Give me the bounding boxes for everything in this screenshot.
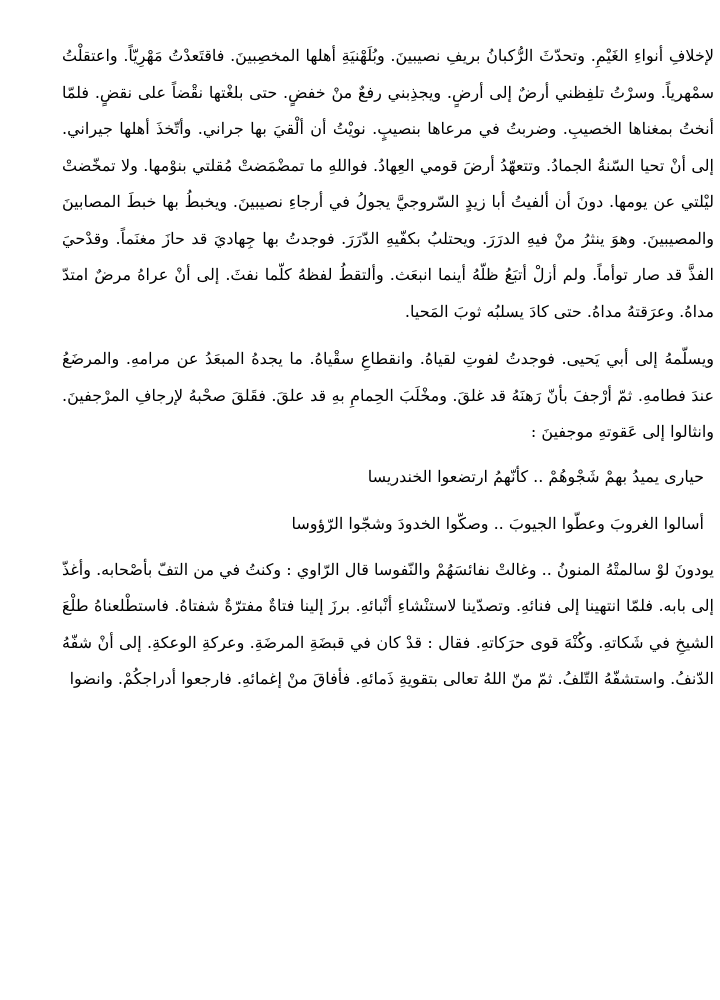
paragraph-2: ويسلّمهُ إلى أبي يَحيى. فوجدتُ لفوتِ لقياهُ. وانقطاعِ سقْياهُ. ما يجدهُ المبعَدُ عن مرامهِ. والمرضَعُ عندَ فطامهِ. ثمّ أرْجفَ بأنّ رَهنَهُ قد غلقَ. ومخْلَبَ الحِمامِ بهِ قد علقَ. فقَلقَ صحْبهُ لإرجافِ المرْجفينَ. وانثالوا إلى عَقوتهِ موجفينَ :	[62, 349, 714, 441]
poem-verses	[62, 461, 714, 540]
verse-1: حيارى يميدُ بهمْ شَجْوهُمْ .. كأنّهمُ ارتضعوا الخندريسا	[367, 466, 704, 486]
document-page	[62, 38, 714, 698]
paragraph-3: يودونَ لوْ سالمتْهُ المنونُ .. وغالتْ نفائسَهُمْ والنّفوسا قال الرّاوي : وكنتُ في من التفّ بأصْحابه. وأغذّ إلى بابه. فلمّا انتهينا إلى فنائهِ. وتصدّينا لاستنْشاءِ أنْبائهِ. برزَ إلينا فتاةٌ مفترّةٌ شفتاهُ. فاستطْلعناهُ طلْعَ الشيخِ في شَكاتهِ. وكُنْهَ قوى حرَكاتهِ. فقال : قدْ كان في قبضَةِ المرضَةِ. وعركةِ الوعكةِ. إلى أنْ شفّهُ الدّنفُ. واستشفّهُ التّلفُ. ثمّ منّ اللهُ تعالى بتقويةِ ذَمائهِ. فأفاقَ منْ إغمائهِ. فارجعوا أدراجكُمْ. وانضوا	[62, 559, 715, 688]
paragraph-1: لإخلافِ أنواءِ الغَيْمِ. وتحدّثَ الرُّكبانُ بريفِ نصيبينَ. وبُلَهْنيَةِ أهلها المخصِبينَ. فاقتَعدْتُ مَهْرِيّاً. واعتقلْتُ سمْهرياً. وسرْتُ تلفِظني أرضٌ إلى أرضٍ. ويجذِبني رفعٌ منْ خفضٍ. حتى بلغْتها نقْضاً على نقضٍ. فلمّا أنختُ بمغناها الخصيبِ. وضربتُ في مرعاها بنصيبٍ. نويْتُ أن ألْقيَ بها جراني. وأتّخذَ أهلها جيراني. إلى أنْ تحيا السّنةُ الجمادُ. وتتعهّدُ أرضَ قومي العِهادُ. فواللهِ ما تمضْمَضتْ مُقلتي بنوْمها. ولا تمخّضتْ ليْلتي عن يومها. دونَ أن ألفيتُ أبا زيدٍ السّروجيَّ يجولُ في أرجاءِ نصيبينَ. ويخبطُ بها خبطَ المصابينَ والمصيبينَ. وهوَ ينثرُ منْ فيهِ الدرَرَ. ويحتلبُ بكفّيهِ الدّرَرَ. فوجدتُ بها جِهاديَ قد حازَ مغنَماً. وقدْحيَ الفذَّ قد صار توأماً. ولم أزلْ أتبَعُ ظلّهُ أينما انبعَث. وألتقطُ لفظهُ كلّما نفثَ. إلى أنْ عراهُ مرضٌ امتدّ مداهُ. وعرَقتهُ مداهُ. حتى كادَ يسلبُه ثوبَ المَحيا.	[62, 46, 714, 321]
verse-2: أسالوا الغروبَ وعطّوا الجيوبَ .. وصكّوا الخدودَ وشجّوا الرّؤوسا	[291, 513, 704, 533]
